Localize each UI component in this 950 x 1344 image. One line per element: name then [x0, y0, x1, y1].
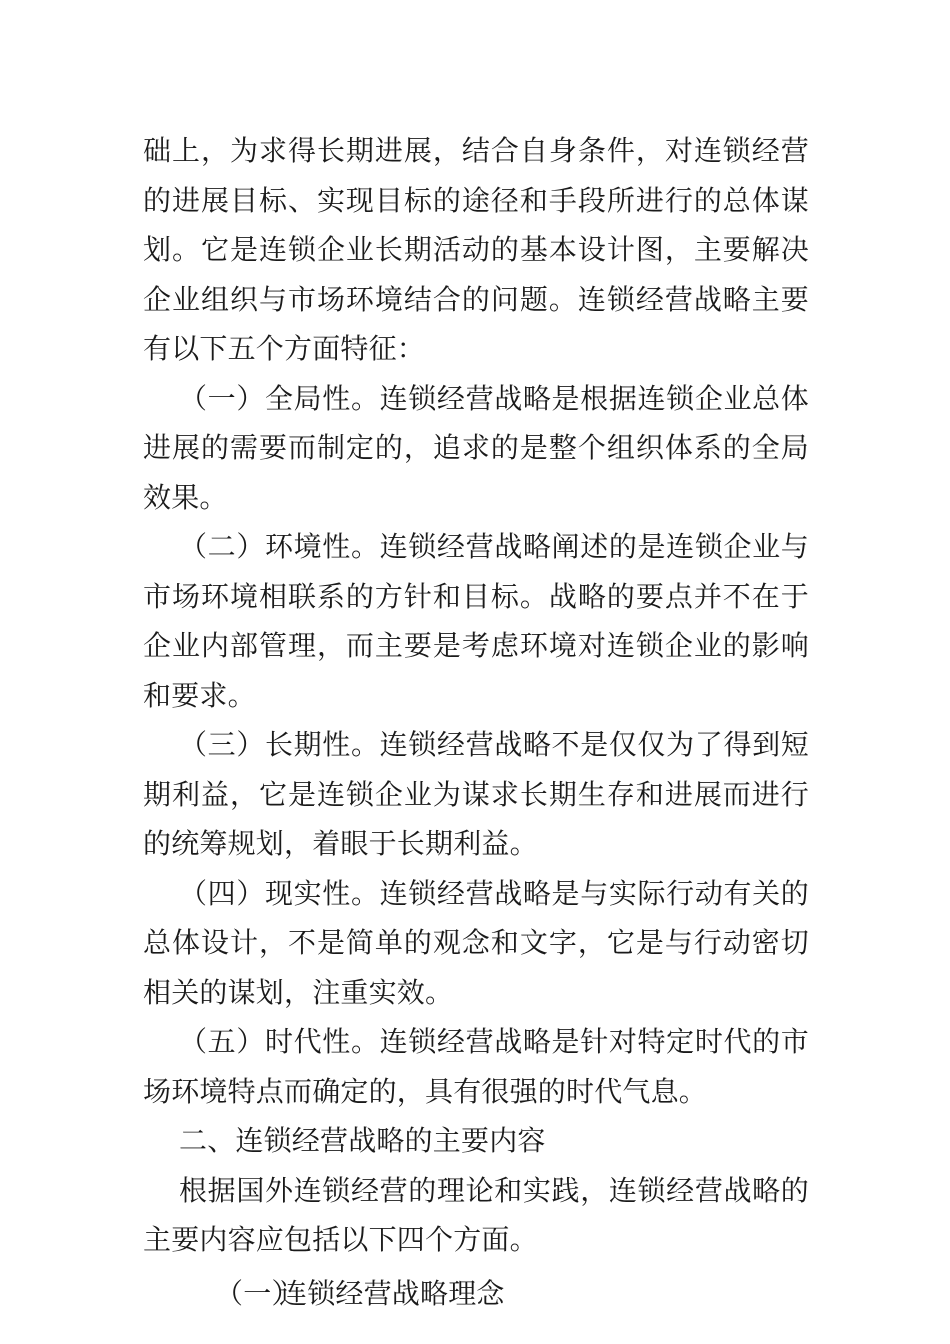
- subsection-number: （一）: [215, 1276, 300, 1310]
- subsection-heading: [143, 1269, 809, 1319]
- document-body: [143, 126, 809, 1318]
- paragraph-item-4-reality: （四）现实性。连锁经营战略是与实际行动有关的总体设计，不是简单的观念和文字，它是与行动密切相关的谋划，注重实效。: [143, 876, 809, 1009]
- paragraph-item-1-global: （一）全局性。连锁经营战略是根据连锁企业总体进展的需要而制定的，追求的是整个组织体系的全局效果。: [143, 381, 809, 514]
- section-heading: 二、连锁经营战略的主要内容: [179, 1124, 546, 1157]
- paragraph-intro-contents: 根据国外连锁经营的理论和实践，连锁经营战略的主要内容应包括以下四个方面。: [143, 1173, 809, 1256]
- paragraph-item-2-environment: （二）环境性。连锁经营战略阐述的是连锁企业与市场环境相联系的方针和目标。战略的要点并不在于企业内部管理，而主要是考虑环境对连锁企业的影响和要求。: [143, 530, 809, 712]
- paragraph-item-5-era: （五）时代性。连锁经营战略是针对特定时代的市场环境特点而确定的，具有很强的时代气息。: [143, 1025, 809, 1108]
- paragraph-item-3-long-term: （三）长期性。连锁经营战略不是仅仅为了得到短期利益，它是连锁企业为谋求长期生存和进展而进行的统筹规划，着眼于长期利益。: [143, 728, 809, 860]
- paragraph-continuation: 础上，为求得长期进展，结合自身条件，对连锁经营的进展目标、实现目标的途径和手段所进行的总体谋划。它是连锁企业长期活动的基本设计图，主要解决企业组织与市场环境结合的问题。连锁经营战略主要有以下五个方面特征：: [143, 134, 809, 365]
- subsection-title: 连锁经营战略理念: [279, 1276, 505, 1310]
